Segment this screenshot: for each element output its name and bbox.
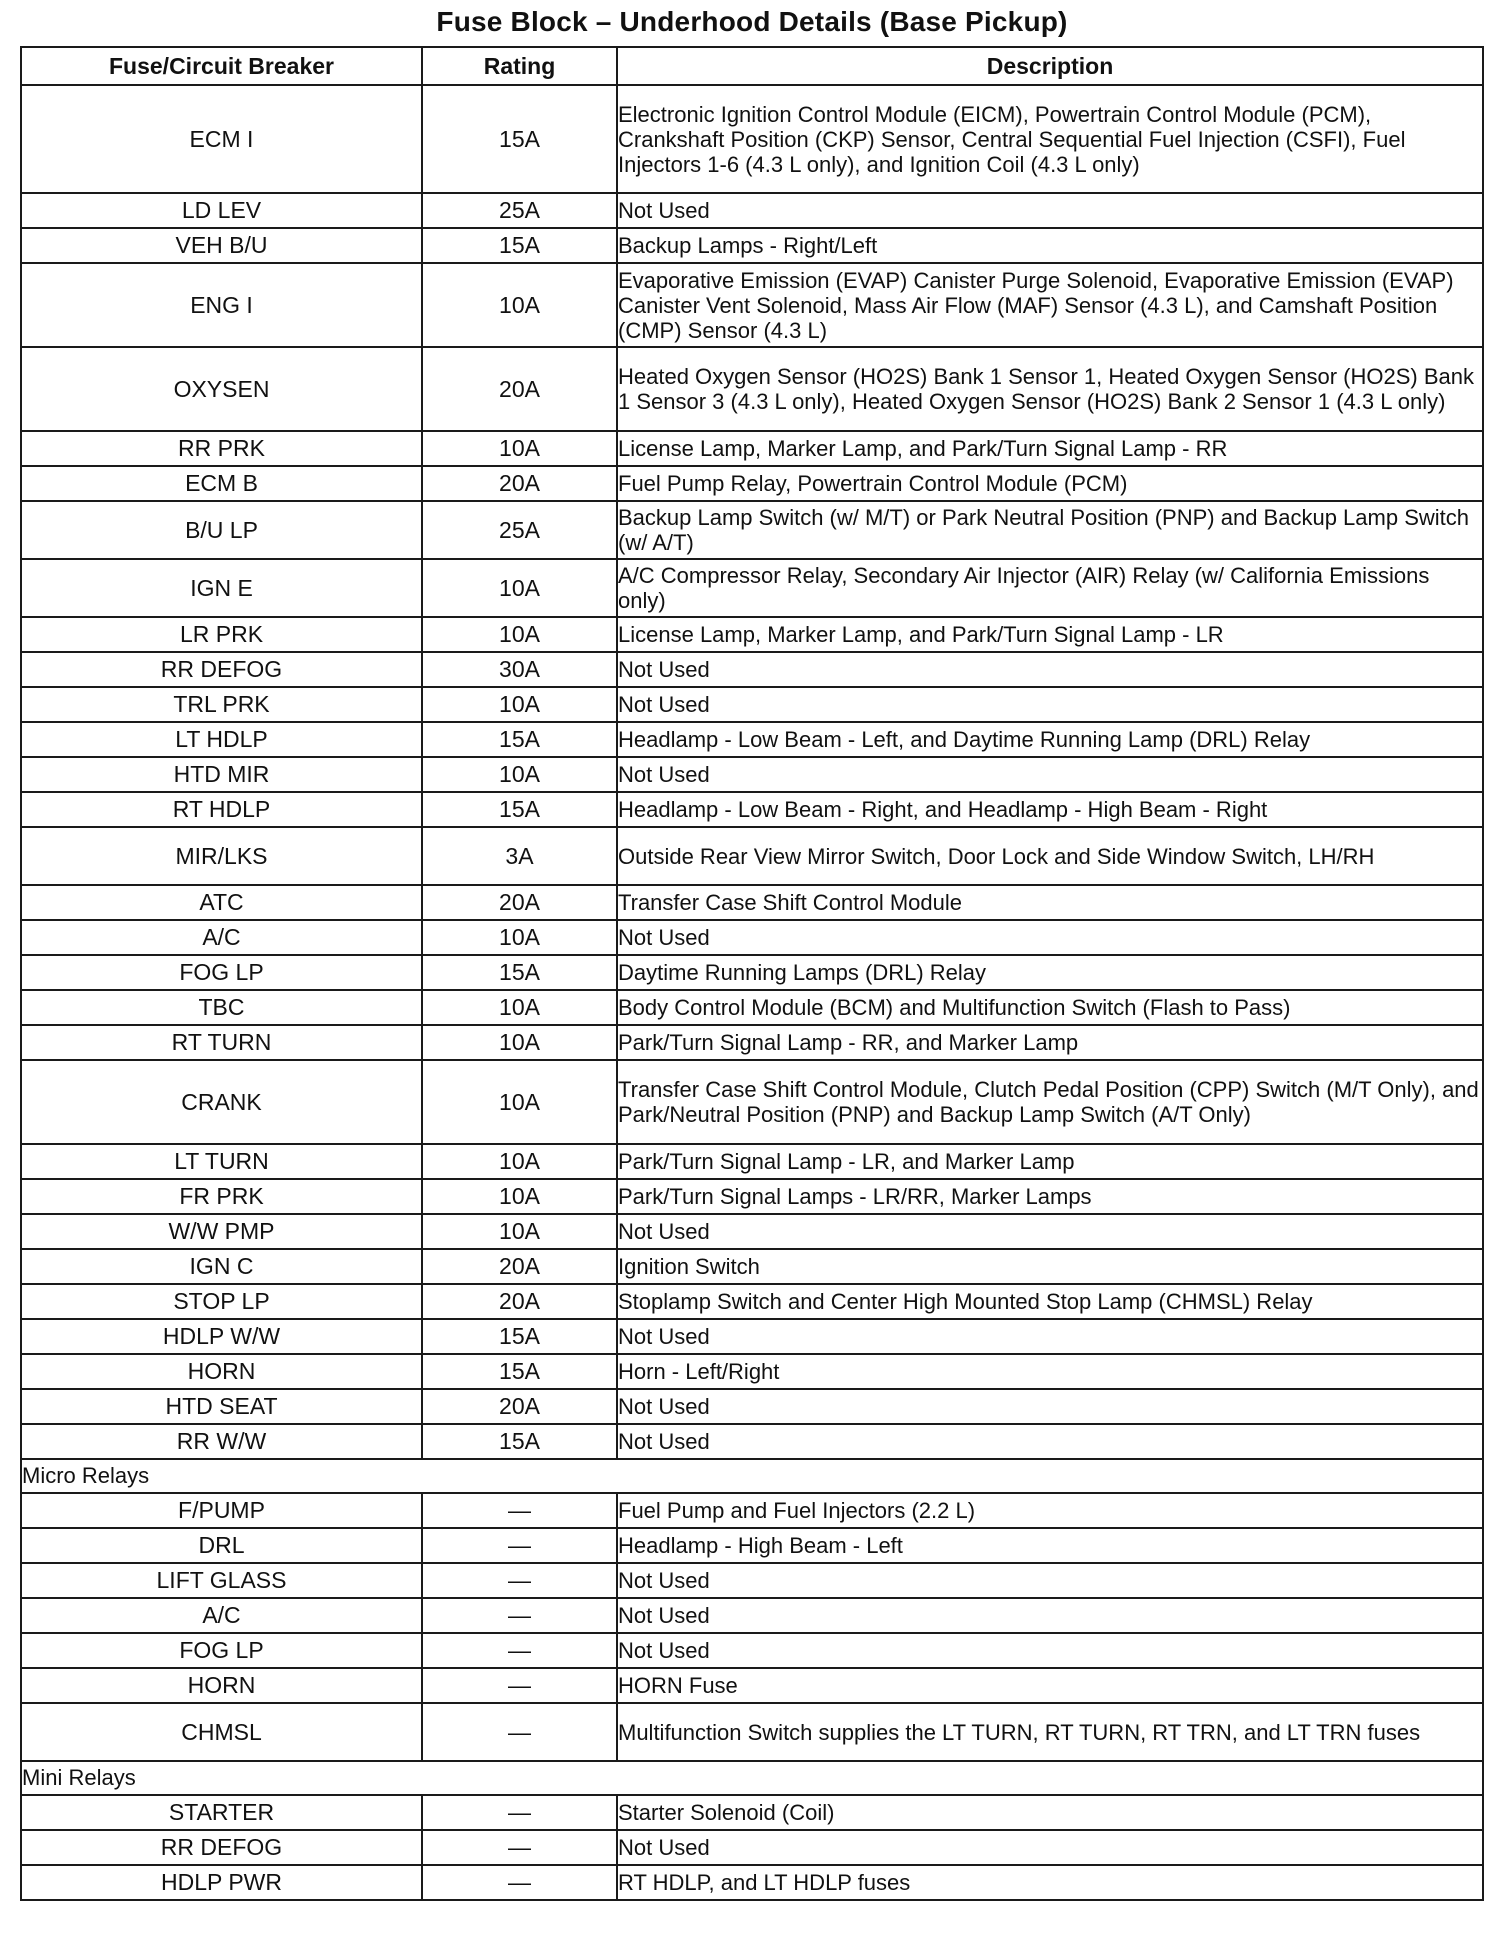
table-row xyxy=(21,1528,1483,1563)
fuse-name: STOP LP xyxy=(21,1284,422,1319)
fuse-name: CRANK xyxy=(21,1060,422,1144)
fuse-description: Not Used xyxy=(617,1319,1483,1354)
table-row xyxy=(21,1179,1483,1214)
fuse-rating: 3A xyxy=(422,827,617,885)
table-row xyxy=(21,1668,1483,1703)
relay-name: LIFT GLASS xyxy=(21,1563,422,1598)
fuse-description: Headlamp - Low Beam - Right, and Headlamp - High Beam - Right xyxy=(617,792,1483,827)
fuse-rating: 10A xyxy=(422,559,617,617)
fuse-name: HORN xyxy=(21,1354,422,1389)
table-row xyxy=(21,1354,1483,1389)
relay-name: HORN xyxy=(21,1668,422,1703)
relay-description: Not Used xyxy=(617,1830,1483,1865)
fuse-name: FR PRK xyxy=(21,1179,422,1214)
fuse-description: Horn - Left/Right xyxy=(617,1354,1483,1389)
table-row xyxy=(21,990,1483,1025)
relay-rating: — xyxy=(422,1598,617,1633)
fuse-rating: 20A xyxy=(422,1249,617,1284)
fuse-rating: 10A xyxy=(422,1025,617,1060)
fuse-description: Fuel Pump Relay, Powertrain Control Module (PCM) xyxy=(617,466,1483,501)
fuse-name: LD LEV xyxy=(21,193,422,228)
relay-description: Not Used xyxy=(617,1598,1483,1633)
fuse-description: Park/Turn Signal Lamps - LR/RR, Marker Lamps xyxy=(617,1179,1483,1214)
table-row xyxy=(21,920,1483,955)
header-fuse: Fuse/Circuit Breaker xyxy=(21,47,422,85)
table-row xyxy=(21,757,1483,792)
header-row xyxy=(21,47,1483,85)
relay-name: DRL xyxy=(21,1528,422,1563)
relay-name: FOG LP xyxy=(21,1633,422,1668)
table-row xyxy=(21,1830,1483,1865)
table-row xyxy=(21,431,1483,466)
fuse-description: Electronic Ignition Control Module (EICM), Powertrain Control Module (PCM), Crankshaft Position (CKP) Sensor, Central Sequential Fuel Injection (CSFI), Fuel Injectors 1-6 (4.3 L only), and Ignition Coil (4.3 L only) xyxy=(617,85,1483,193)
fuse-name: RT TURN xyxy=(21,1025,422,1060)
fuse-name: ATC xyxy=(21,885,422,920)
fuse-description: Not Used xyxy=(617,1389,1483,1424)
fuse-rating: 15A xyxy=(422,1354,617,1389)
fuse-rating: 15A xyxy=(422,792,617,827)
relay-name: RR DEFOG xyxy=(21,1830,422,1865)
fuse-name: LT TURN xyxy=(21,1144,422,1179)
fuse-name: W/W PMP xyxy=(21,1214,422,1249)
relay-rating: — xyxy=(422,1830,617,1865)
table-row xyxy=(21,1389,1483,1424)
micro-relays-heading: Micro Relays xyxy=(21,1459,1483,1493)
table-row xyxy=(21,1865,1483,1900)
fuse-name: LR PRK xyxy=(21,617,422,652)
fuse-name: VEH B/U xyxy=(21,228,422,263)
fuse-name: RR PRK xyxy=(21,431,422,466)
fuse-name: IGN E xyxy=(21,559,422,617)
fuse-description: Not Used xyxy=(617,652,1483,687)
fuse-name: MIR/LKS xyxy=(21,827,422,885)
relay-rating: — xyxy=(422,1528,617,1563)
fuse-name: ECM B xyxy=(21,466,422,501)
table-row xyxy=(21,1319,1483,1354)
fuse-rating: 30A xyxy=(422,652,617,687)
table-row xyxy=(21,1060,1483,1144)
table-row xyxy=(21,1424,1483,1459)
fuse-name: IGN C xyxy=(21,1249,422,1284)
fuse-description: Not Used xyxy=(617,757,1483,792)
relay-description: Not Used xyxy=(617,1563,1483,1598)
table-row xyxy=(21,955,1483,990)
fuse-description: Outside Rear View Mirror Switch, Door Lock and Side Window Switch, LH/RH xyxy=(617,827,1483,885)
fuse-rating: 10A xyxy=(422,687,617,722)
fuse-name: HTD MIR xyxy=(21,757,422,792)
header-description: Description xyxy=(617,47,1483,85)
table-row xyxy=(21,1633,1483,1668)
table-row xyxy=(21,1493,1483,1528)
fuse-description: Not Used xyxy=(617,687,1483,722)
table-row xyxy=(21,1214,1483,1249)
relay-rating: — xyxy=(422,1795,617,1830)
fuse-description: Not Used xyxy=(617,1214,1483,1249)
fuse-rating: 25A xyxy=(422,193,617,228)
fuse-name: TRL PRK xyxy=(21,687,422,722)
fuse-description: Daytime Running Lamps (DRL) Relay xyxy=(617,955,1483,990)
relay-description: HORN Fuse xyxy=(617,1668,1483,1703)
section-row xyxy=(21,1459,1483,1493)
table-row xyxy=(21,617,1483,652)
table-row xyxy=(21,1703,1483,1761)
fuse-name: B/U LP xyxy=(21,501,422,559)
fuse-description: Not Used xyxy=(617,193,1483,228)
fuse-rating: 15A xyxy=(422,1319,617,1354)
table-row xyxy=(21,1025,1483,1060)
table-row xyxy=(21,1284,1483,1319)
fuse-rating: 15A xyxy=(422,85,617,193)
fuse-name: OXYSEN xyxy=(21,347,422,431)
table-row xyxy=(21,687,1483,722)
fuse-rating: 20A xyxy=(422,885,617,920)
fuse-name: RR W/W xyxy=(21,1424,422,1459)
fuse-description: Evaporative Emission (EVAP) Canister Purge Solenoid, Evaporative Emission (EVAP) Canister Vent Solenoid, Mass Air Flow (MAF) Sensor (4.3 L), and Camshaft Position (CMP) Sensor (4.3 L) xyxy=(617,263,1483,347)
table-row xyxy=(21,885,1483,920)
table-row xyxy=(21,722,1483,757)
fuse-description: Not Used xyxy=(617,920,1483,955)
fuse-rating: 10A xyxy=(422,617,617,652)
fuse-name: A/C xyxy=(21,920,422,955)
table-row xyxy=(21,347,1483,431)
fuse-description: License Lamp, Marker Lamp, and Park/Turn Signal Lamp - LR xyxy=(617,617,1483,652)
table-row xyxy=(21,1598,1483,1633)
fuse-rating: 20A xyxy=(422,1284,617,1319)
fuse-description: Stoplamp Switch and Center High Mounted Stop Lamp (CHMSL) Relay xyxy=(617,1284,1483,1319)
fuse-rating: 10A xyxy=(422,431,617,466)
fuse-rating: 15A xyxy=(422,955,617,990)
relay-description: Multifunction Switch supplies the LT TURN, RT TURN, RT TRN, and LT TRN fuses xyxy=(617,1703,1483,1761)
relay-rating: — xyxy=(422,1563,617,1598)
table-row xyxy=(21,501,1483,559)
fuse-name: FOG LP xyxy=(21,955,422,990)
fuse-description: Backup Lamp Switch (w/ M/T) or Park Neutral Position (PNP) and Backup Lamp Switch (w/ A/T) xyxy=(617,501,1483,559)
table-row xyxy=(21,228,1483,263)
table-row xyxy=(21,559,1483,617)
fuse-description: Ignition Switch xyxy=(617,1249,1483,1284)
table-row xyxy=(21,85,1483,193)
fuse-rating: 25A xyxy=(422,501,617,559)
relay-description: Starter Solenoid (Coil) xyxy=(617,1795,1483,1830)
fuse-description: Park/Turn Signal Lamp - RR, and Marker Lamp xyxy=(617,1025,1483,1060)
table-row xyxy=(21,1144,1483,1179)
fuse-rating: 10A xyxy=(422,920,617,955)
fuse-name: RR DEFOG xyxy=(21,652,422,687)
fuse-description: Not Used xyxy=(617,1424,1483,1459)
relay-description: Headlamp - High Beam - Left xyxy=(617,1528,1483,1563)
fuse-description: License Lamp, Marker Lamp, and Park/Turn Signal Lamp - RR xyxy=(617,431,1483,466)
relay-rating: — xyxy=(422,1703,617,1761)
relay-name: A/C xyxy=(21,1598,422,1633)
fuse-name: HTD SEAT xyxy=(21,1389,422,1424)
fuse-description: Body Control Module (BCM) and Multifunction Switch (Flash to Pass) xyxy=(617,990,1483,1025)
fuse-rating: 10A xyxy=(422,263,617,347)
fuse-description: Heated Oxygen Sensor (HO2S) Bank 1 Sensor 1, Heated Oxygen Sensor (HO2S) Bank 1 Sensor 3 (4.3 L only), Heated Oxygen Sensor (HO2S) Bank 2 Sensor 1 (4.3 L only) xyxy=(617,347,1483,431)
section-row xyxy=(21,1761,1483,1795)
table-row xyxy=(21,263,1483,347)
relay-rating: — xyxy=(422,1668,617,1703)
fuse-rating: 15A xyxy=(422,228,617,263)
fuse-name: RT HDLP xyxy=(21,792,422,827)
header-rating: Rating xyxy=(422,47,617,85)
relay-description: RT HDLP, and LT HDLP fuses xyxy=(617,1865,1483,1900)
fuse-description: Transfer Case Shift Control Module xyxy=(617,885,1483,920)
table-row xyxy=(21,466,1483,501)
fuse-name: ENG I xyxy=(21,263,422,347)
fuse-rating: 15A xyxy=(422,722,617,757)
fuse-rating: 10A xyxy=(422,1060,617,1144)
relay-name: STARTER xyxy=(21,1795,422,1830)
fuse-rating: 20A xyxy=(422,1389,617,1424)
fuse-description: Backup Lamps - Right/Left xyxy=(617,228,1483,263)
table-row xyxy=(21,1249,1483,1284)
relay-rating: — xyxy=(422,1633,617,1668)
relay-rating: — xyxy=(422,1865,617,1900)
table-row xyxy=(21,1563,1483,1598)
table-row xyxy=(21,1795,1483,1830)
fuse-rating: 10A xyxy=(422,1214,617,1249)
fuse-name: TBC xyxy=(21,990,422,1025)
fuse-table xyxy=(20,46,1484,1901)
fuse-description: Transfer Case Shift Control Module, Clutch Pedal Position (CPP) Switch (M/T Only), and Park/Neutral Position (PNP) and Backup Lamp Switch (A/T Only) xyxy=(617,1060,1483,1144)
fuse-rating: 10A xyxy=(422,757,617,792)
table-row xyxy=(21,652,1483,687)
relay-name: CHMSL xyxy=(21,1703,422,1761)
fuse-rating: 20A xyxy=(422,466,617,501)
relay-description: Fuel Pump and Fuel Injectors (2.2 L) xyxy=(617,1493,1483,1528)
fuse-rating: 15A xyxy=(422,1424,617,1459)
fuse-name: ECM I xyxy=(21,85,422,193)
relay-name: F/PUMP xyxy=(21,1493,422,1528)
page-title: Fuse Block – Underhood Details (Base Pickup) xyxy=(436,6,1068,37)
fuse-rating: 10A xyxy=(422,990,617,1025)
relay-rating: — xyxy=(422,1493,617,1528)
table-row xyxy=(21,827,1483,885)
fuse-rating: 10A xyxy=(422,1179,617,1214)
fuse-description: Park/Turn Signal Lamp - LR, and Marker Lamp xyxy=(617,1144,1483,1179)
fuse-rating: 10A xyxy=(422,1144,617,1179)
relay-name: HDLP PWR xyxy=(21,1865,422,1900)
table-row xyxy=(21,792,1483,827)
fuse-description: A/C Compressor Relay, Secondary Air Injector (AIR) Relay (w/ California Emissions only) xyxy=(617,559,1483,617)
fuse-name: LT HDLP xyxy=(21,722,422,757)
relay-description: Not Used xyxy=(617,1633,1483,1668)
fuse-description: Headlamp - Low Beam - Left, and Daytime Running Lamp (DRL) Relay xyxy=(617,722,1483,757)
fuse-rating: 20A xyxy=(422,347,617,431)
table-row xyxy=(21,193,1483,228)
fuse-name: HDLP W/W xyxy=(21,1319,422,1354)
mini-relays-heading: Mini Relays xyxy=(21,1761,1483,1795)
